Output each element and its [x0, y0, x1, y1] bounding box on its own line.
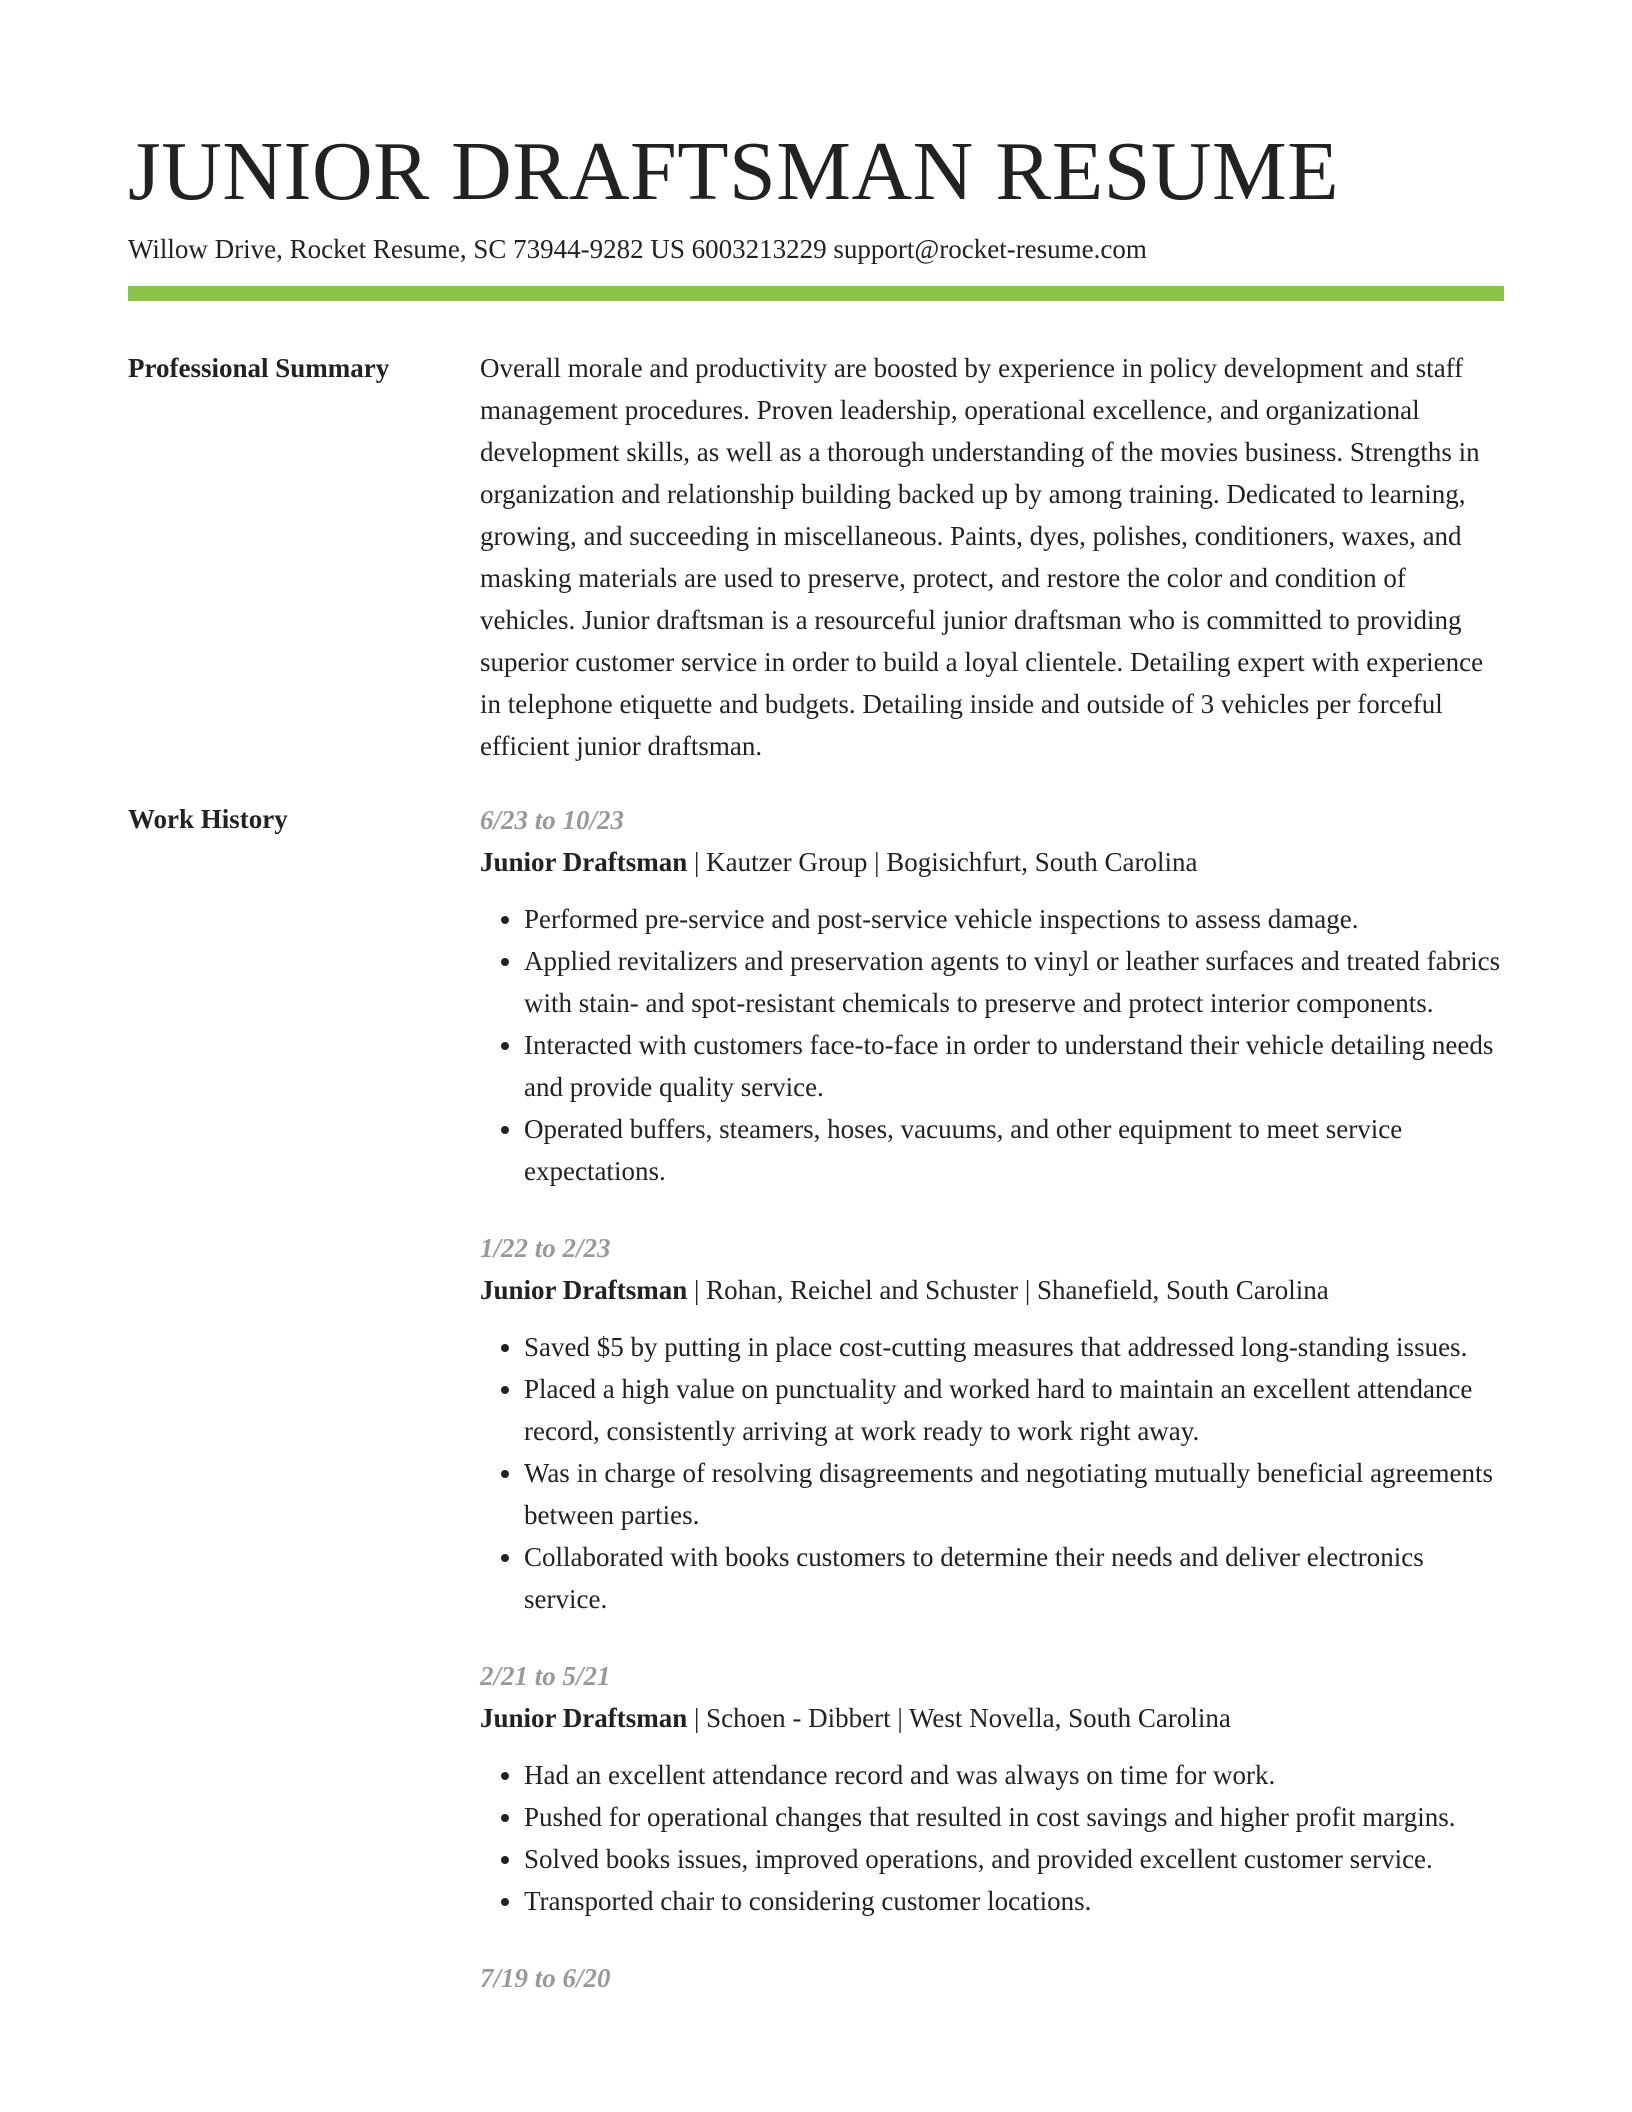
- job-entry: [480, 799, 1504, 1192]
- job-bullet: • Collaborated with books customers to determine their needs and deliver electronics service.: [524, 1536, 1504, 1620]
- job-title: Junior Draftsman: [480, 1275, 688, 1305]
- job-title: Junior Draftsman: [480, 1703, 688, 1733]
- job-title: Junior Draftsman: [480, 847, 688, 877]
- summary-section: [480, 347, 1504, 767]
- job-details: | Rohan, Reichel and Schuster | Shanefield, South Carolina: [687, 1275, 1329, 1305]
- job-details: | Kautzer Group | Bogisichfurt, South Carolina: [687, 847, 1198, 877]
- job-heading: [480, 841, 1504, 883]
- summary-section-label: Professional Summary: [128, 353, 390, 383]
- job-bullet: • Operated buffers, steamers, hoses, vacuums, and other equipment to meet service expectations.: [524, 1108, 1504, 1192]
- job-heading: [480, 1697, 1504, 1739]
- job-dates: 6/23 to 10/23: [480, 805, 625, 835]
- job-bullet: • Placed a high value on punctuality and worked hard to maintain an excellent attendance record, consistently arriving at work ready to work right away.: [524, 1368, 1504, 1452]
- job-bullet: • Was in charge of resolving disagreements and negotiating mutually beneficial agreements between parties.: [524, 1452, 1504, 1536]
- work-history-section: [480, 799, 1504, 2034]
- job-bullet: • Applied revitalizers and preservation agents to vinyl or leather surfaces and treated fabrics with stain- and spot-resistant chemicals to preserve and protect interior components.: [524, 940, 1504, 1024]
- job-bullet: • Solved books issues, improved operations, and provided excellent customer service.: [524, 1838, 1504, 1880]
- job-bullet: • Saved $5 by putting in place cost-cutting measures that addressed long-standing issues.: [524, 1326, 1504, 1368]
- summary-text: Overall morale and productivity are boosted by experience in policy development and staff management procedures. Proven leadership, operational excellence, and organizational development skills, as well as a thorough understanding of the movies business. Strengths in organization and relationship building backed up by among training. Dedicated to learning, growing, and succeeding in miscellaneous. Paints, dyes, polishes, conditioners, waxes, and masking materials are used to preserve, protect, and restore the color and condition of vehicles. Junior draftsman is a resourceful junior draftsman who is committed to providing superior customer service in order to build a loyal clientele. Detailing expert with experience in telephone etiquette and budgets. Detailing inside and outside of 3 vehicles per forceful efficient junior draftsman.: [480, 353, 1484, 761]
- job-details: | Schoen - Dibbert | West Novella, South Carolina: [687, 1703, 1231, 1733]
- job-dates: 7/19 to 6/20: [480, 1963, 611, 1993]
- job-bullet-list: [480, 1754, 1504, 1922]
- job-bullet: • Interacted with customers face-to-face in order to understand their vehicle detailing needs and provide quality service.: [524, 1024, 1504, 1108]
- job-bullet: • Transported chair to considering customer locations.: [524, 1880, 1504, 1922]
- job-entry: [480, 1655, 1504, 1922]
- job-bullet: • Performed pre-service and post-service vehicle inspections to assess damage.: [524, 898, 1504, 940]
- work-history-section-label: Work History: [128, 804, 288, 834]
- job-bullet: • Pushed for operational changes that resulted in cost savings and higher profit margins.: [524, 1796, 1504, 1838]
- job-entry: [480, 1227, 1504, 1620]
- job-dates: 1/22 to 2/23: [480, 1233, 611, 1263]
- resume-title: JUNIOR DRAFTSMAN RESUME: [128, 125, 1340, 218]
- job-entry: [480, 1957, 1504, 1999]
- job-bullet-list: [480, 898, 1504, 1192]
- job-heading: [480, 1269, 1504, 1311]
- contact-line: Willow Drive, Rocket Resume, SC 73944-9282 US 6003213229 support@rocket-resume.com: [128, 234, 1147, 264]
- header-divider: [128, 286, 1504, 301]
- job-dates: 2/21 to 5/21: [480, 1661, 611, 1691]
- job-bullet-list: [480, 1326, 1504, 1620]
- job-bullet: • Had an excellent attendance record and was always on time for work.: [524, 1754, 1504, 1796]
